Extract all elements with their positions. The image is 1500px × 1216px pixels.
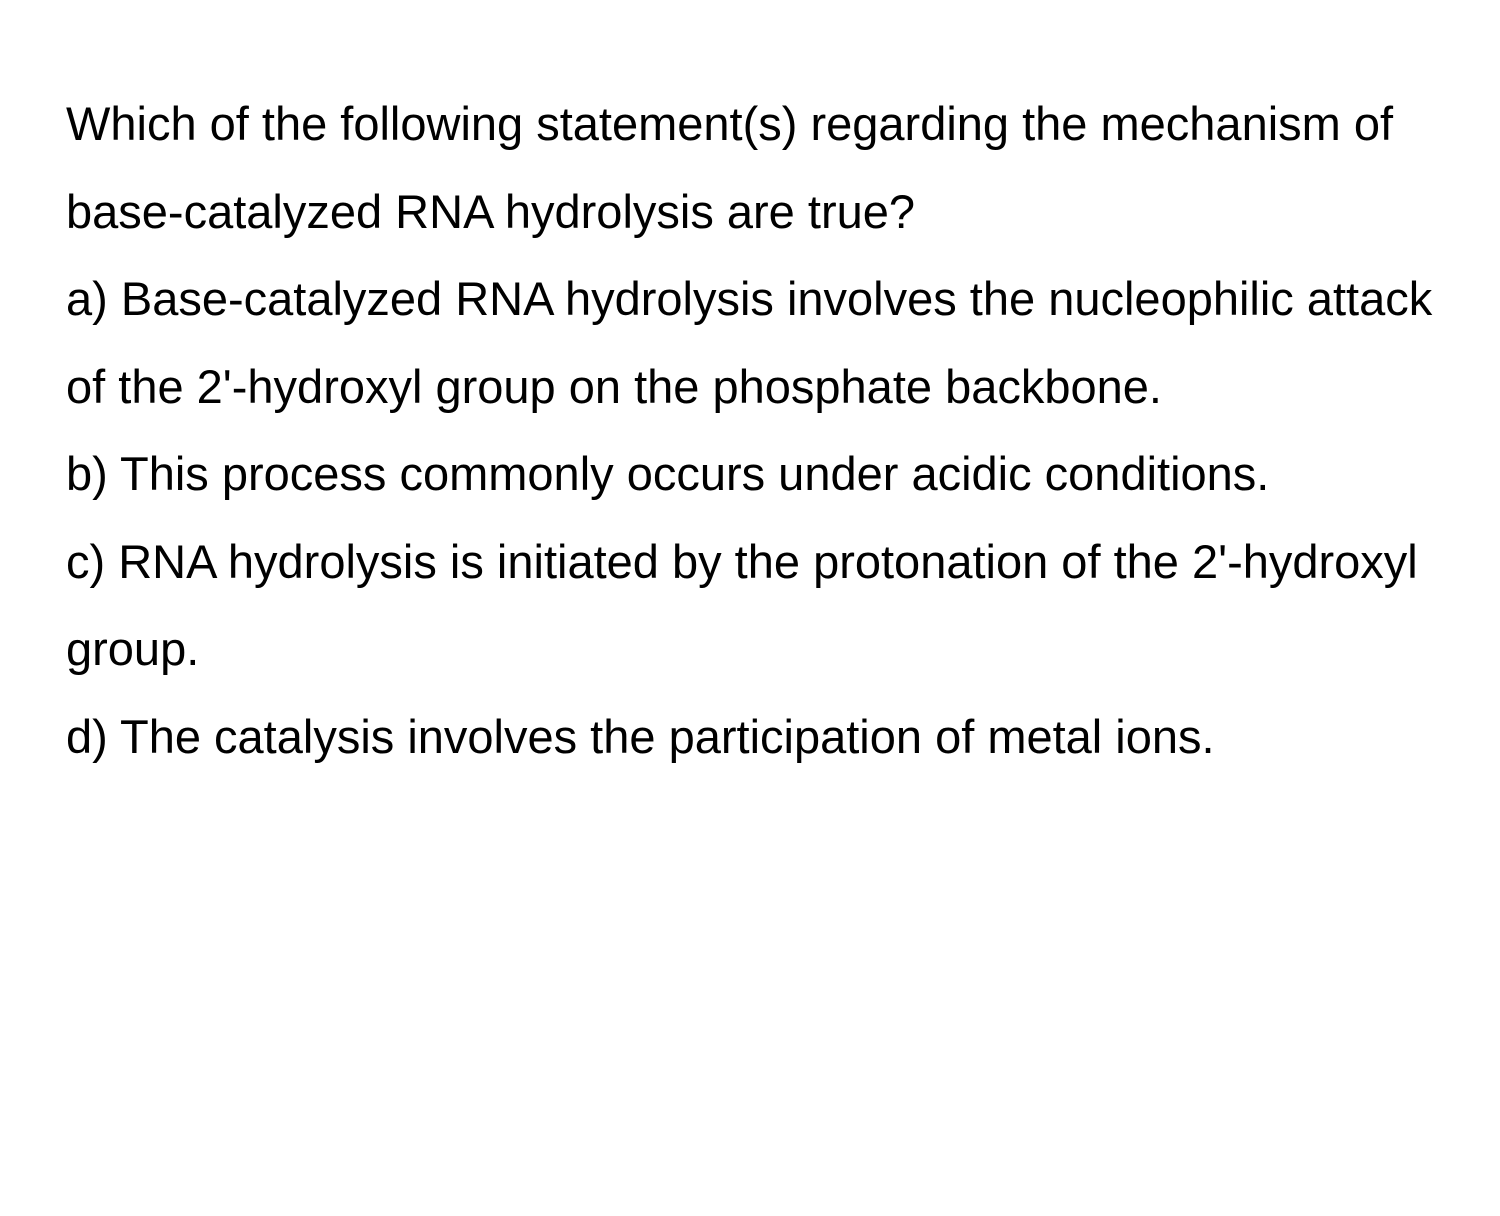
option-c: c) RNA hydrolysis is initiated by the protonation of the 2'-hydroxyl group. [66,534,1418,675]
question-block [66,80,1456,780]
option-d: d) The catalysis involves the participation of metal ions. [66,709,1215,763]
question-stem: Which of the following statement(s) regarding the mechanism of base-catalyzed RNA hydrolysis are true? [66,97,1394,238]
option-b: b) This process commonly occurs under acidic conditions. [66,447,1270,500]
option-a: a) Base-catalyzed RNA hydrolysis involves the nucleophilic attack of the 2'-hydroxyl group on the phosphate backbone. [66,272,1433,413]
